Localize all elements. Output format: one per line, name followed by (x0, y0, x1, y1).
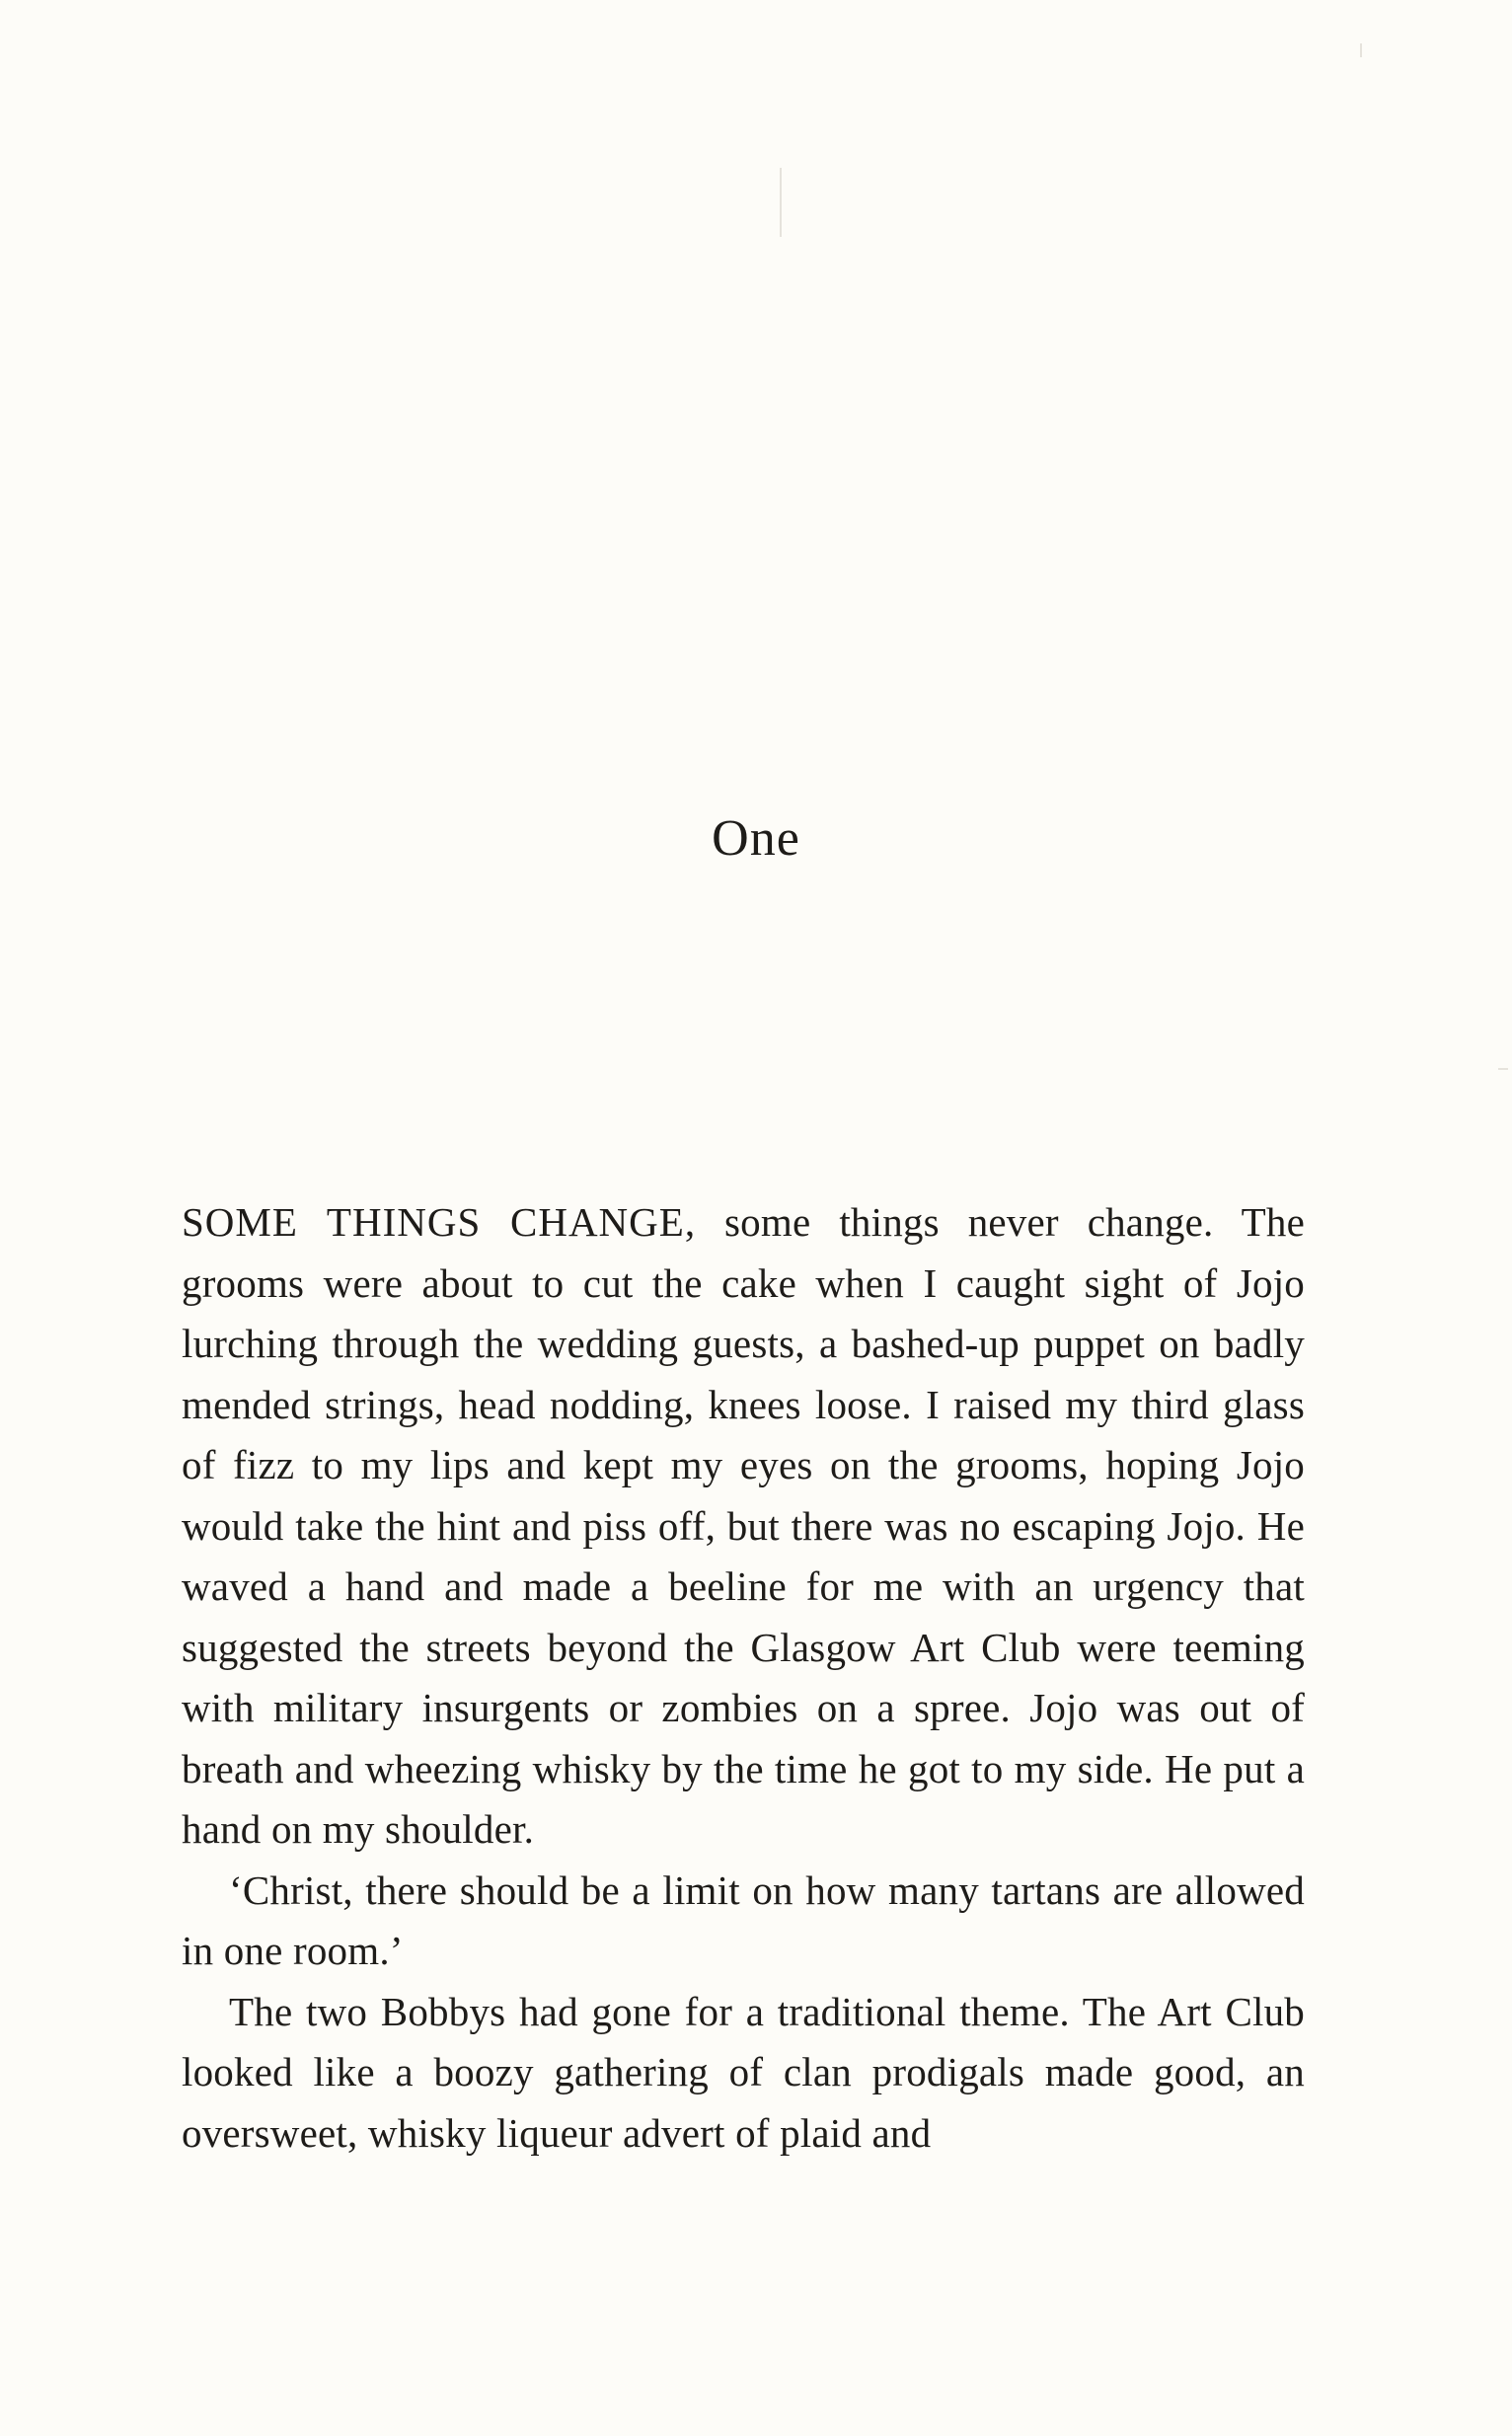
chapter-body (182, 1192, 1305, 2164)
scan-speck (780, 168, 782, 237)
chapter-title: One (712, 810, 800, 867)
paragraph-text: some things never change. The grooms were about to cut the cake when I caught sight of Jojo lurching through the wedding guests, a bashed-up puppet on badly mended strings, head nodding, knees loose. I raised my third glass of fizz to my lips and kept my eyes on the grooms, hoping Jojo would take the hint and piss off, but there was no escaping Jojo. He waved a hand and made a beeline for me with an urgency that suggested the streets beyond the Glasgow Art Club were teeming with military insurgents or zombies on a spree. Jojo was out of breath and wheezing whisky by the time he got to my side. He put a hand on my shoulder. (182, 1199, 1305, 1852)
scan-speck (1498, 1068, 1508, 1070)
paragraph (182, 1192, 1305, 1861)
chapter-lead-in: SOME THINGS CHANGE, (182, 1199, 697, 1245)
paragraph: The two Bobbys had gone for a traditional theme. The Art Club looked like a boozy gathering of clan prodigals made good, an oversweet, whisky liqueur advert of plaid and (182, 1988, 1305, 2156)
paragraph: ‘Christ, there should be a limit on how many tartans are allowed in one room.’ (182, 1866, 1305, 1973)
scan-speck (1360, 43, 1362, 57)
